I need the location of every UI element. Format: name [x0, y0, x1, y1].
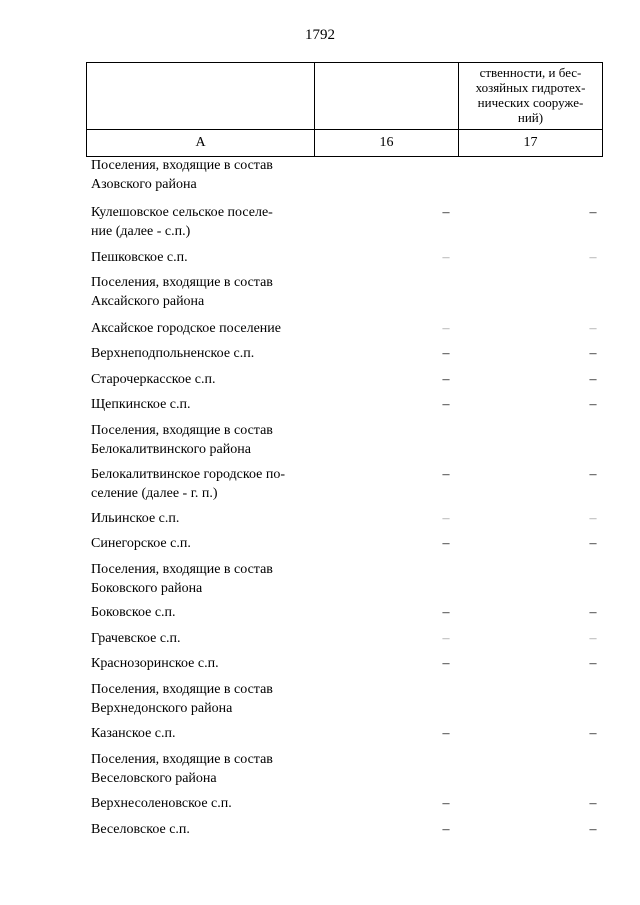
row-label: Поселения, входящие в состав Веселовского района: [91, 752, 273, 786]
cell-col16: –: [442, 372, 450, 387]
cell-col17: –: [589, 796, 597, 811]
cell-col16: –: [442, 536, 450, 551]
cell-col16: –: [442, 631, 450, 646]
row-label: Поселения, входящие в состав Боковского района: [91, 562, 273, 596]
row-label: Поселения, входящие в состав Аксайского района: [91, 275, 273, 309]
header-cell-a-blank: [87, 63, 315, 130]
row-label: Пешковское с.п.: [91, 250, 188, 265]
row-label: Поселения, входящие в состав Белокалитвинского района: [91, 423, 273, 457]
cell-col16: –: [442, 467, 450, 482]
row-label: Аксайское городское поселение: [91, 321, 281, 336]
header-cell-16-blank: [315, 63, 459, 130]
cell-col17: –: [589, 536, 597, 551]
cell-col16: –: [442, 397, 450, 412]
header-col17-text: ственности, и бес- хозяйных гидротех- нических сооруже- ний): [475, 65, 586, 125]
column-number-a: А: [87, 130, 315, 157]
cell-col16: –: [442, 250, 450, 265]
row-label: Ильинское с.п.: [91, 511, 180, 526]
row-label: Верхнеподпольненское с.п.: [91, 346, 255, 361]
cell-col16: –: [442, 205, 450, 220]
row-label: Верхнесоленовское с.п.: [91, 796, 232, 811]
cell-col17: –: [589, 205, 597, 220]
cell-col17: –: [589, 656, 597, 671]
cell-col17: –: [589, 605, 597, 620]
cell-col16: –: [442, 726, 450, 741]
row-label: Синегорское с.п.: [91, 536, 191, 551]
cell-col17: –: [589, 631, 597, 646]
page-number: 1792: [305, 27, 335, 43]
cell-col17: –: [589, 397, 597, 412]
cell-col16: –: [442, 822, 450, 837]
cell-col17: –: [589, 467, 597, 482]
cell-col17: –: [589, 321, 597, 336]
row-label: Казанское с.п.: [91, 726, 176, 741]
row-label: Краснозоринское с.п.: [91, 656, 219, 671]
cell-col17: –: [589, 822, 597, 837]
row-label: Поселения, входящие в состав Азовского района: [91, 158, 273, 192]
row-label: Грачевское с.п.: [91, 631, 181, 646]
row-label: Веселовское с.п.: [91, 822, 190, 837]
cell-col16: –: [442, 346, 450, 361]
header-cell-17: [459, 63, 603, 130]
row-label: Поселения, входящие в состав Верхнедонского района: [91, 682, 273, 716]
row-label: Белокалитвинское городское по- селение (далее - г. п.): [91, 467, 286, 501]
cell-col16: –: [442, 605, 450, 620]
row-label: Боковское с.п.: [91, 605, 176, 620]
cell-col16: –: [442, 321, 450, 336]
cell-col17: –: [589, 250, 597, 265]
cell-col17: –: [589, 511, 597, 526]
column-number-17: 17: [459, 130, 603, 157]
cell-col16: –: [442, 656, 450, 671]
row-label: Старочеркасское с.п.: [91, 372, 216, 387]
cell-col17: –: [589, 346, 597, 361]
row-label: Щепкинское с.п.: [91, 397, 191, 412]
cell-col16: –: [442, 511, 450, 526]
row-label: Кулешовское сельское поселе- ние (далее - с.п.): [91, 205, 273, 239]
cell-col16: –: [442, 796, 450, 811]
cell-col17: –: [589, 372, 597, 387]
table-header: [86, 62, 603, 157]
column-number-16: 16: [315, 130, 459, 157]
cell-col17: –: [589, 726, 597, 741]
